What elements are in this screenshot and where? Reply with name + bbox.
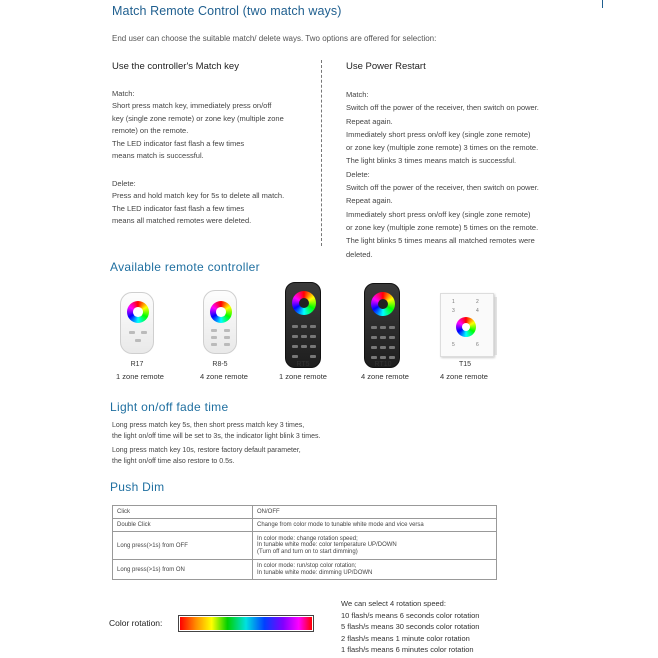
cell-line: Change from color mode to tunable white mode and vice versa	[257, 522, 424, 528]
remote-rt10-image	[364, 283, 400, 368]
remote-button	[292, 335, 298, 338]
color-wheel-icon	[127, 301, 149, 323]
remote-button	[224, 336, 230, 339]
text-line: Immediately short press on/off key (single zone remote)	[346, 129, 531, 139]
remote-zone-label: 4 zone remote	[361, 372, 409, 381]
page-title: Match Remote Control (two match ways)	[112, 4, 342, 18]
text-line: deleted.	[346, 249, 373, 259]
text-line: Repeat again.	[346, 196, 393, 206]
table-row	[113, 506, 497, 519]
left-delete-block	[112, 178, 284, 228]
cell-line: In tunable white mode: color temperature UP/DOWN	[257, 542, 397, 549]
panel-number: 1	[452, 299, 455, 305]
remote-button	[211, 343, 217, 346]
remote-button	[371, 326, 377, 329]
remote-zone-label: 1 zone remote	[116, 372, 164, 381]
cell-line: In color mode: change rotation speed;	[257, 535, 358, 542]
remote-r8-5-image	[203, 290, 237, 354]
remote-model-label: RT5	[296, 361, 310, 368]
text-line: Immediately short press on/off key (single zone remote)	[346, 209, 531, 219]
color-rotation-label: Color rotation:	[109, 618, 163, 628]
text-line: key (single zone remote) or zone key (multiple zone	[112, 113, 284, 123]
remote-button	[380, 326, 386, 329]
cell-line: In color mode: run/stop color rotation;	[257, 563, 357, 569]
text-line: Switch off the power of the receiver, then switch on power.	[346, 183, 539, 193]
remote-button	[224, 329, 230, 332]
push-dim-title: Push Dim	[110, 480, 165, 494]
table-cell-result	[253, 506, 497, 519]
remote-button	[380, 336, 386, 339]
color-wheel-icon	[371, 292, 395, 316]
remote-button	[310, 355, 316, 358]
panel-number: 2	[476, 299, 479, 305]
text-line: Delete:	[112, 179, 136, 188]
text-line: Repeat again.	[346, 116, 393, 126]
color-wheel-icon	[210, 301, 232, 323]
text-line: Short press match key, immediately press on/off	[112, 101, 272, 111]
remote-button	[389, 356, 395, 359]
cell-line: In tunable white mode: dimming UP/DOWN	[257, 569, 373, 576]
remote-button	[135, 339, 141, 342]
table-row	[113, 519, 497, 532]
remote-button	[211, 329, 217, 332]
remote-button	[389, 336, 395, 339]
text-line: or zone key (multiple zone remote) 5 times on the remote.	[346, 222, 539, 232]
text-line: We can select 4 rotation speed:	[341, 599, 446, 608]
text-line: 5 flash/s means 30 seconds color rotation	[341, 622, 480, 632]
text-line: Switch off the power of the receiver, then switch on power.	[346, 103, 539, 113]
remote-button	[389, 346, 395, 349]
text-line: Press and hold match key for 5s to delete all match.	[112, 191, 285, 201]
text-line: 1 flash/s means 6 minutes color rotation	[341, 645, 474, 655]
column-divider	[321, 60, 322, 246]
remote-button	[129, 331, 135, 334]
remote-model-label: R17	[130, 361, 144, 368]
remote-model-label: RT10	[374, 361, 392, 368]
panel-number: 6	[476, 342, 479, 348]
table-cell-action: Long press(>1s) from ON	[113, 560, 253, 580]
remote-button	[380, 356, 386, 359]
text-line: remote) on the remote.	[112, 126, 189, 136]
text-line: 10 flash/s means 6 seconds color rotation	[341, 610, 480, 620]
corner-marker	[602, 0, 603, 8]
remote-button	[292, 345, 298, 348]
remote-button	[292, 355, 298, 358]
cell-line: ON/OFF	[257, 509, 280, 515]
text-line: The light blinks 5 times means all matched remotes were	[346, 236, 535, 246]
table-cell-result	[253, 560, 497, 580]
remote-t15-image	[440, 293, 494, 357]
remote-model-label: T15	[458, 361, 472, 368]
remote-button	[310, 345, 316, 348]
remote-zone-label: 4 zone remote	[200, 372, 248, 381]
table-cell-result	[253, 532, 497, 560]
cell-line: (Turn off and turn on to start dimming)	[257, 548, 358, 555]
text-line: the light on/off time will be set to 3s, the indicator light blink 3 times.	[112, 433, 321, 440]
remote-button	[371, 346, 377, 349]
text-line: The LED indicator fast flash a few times	[112, 203, 245, 213]
right-text-block	[346, 88, 539, 261]
text-line: 2 flash/s means 1 minute color rotation	[341, 633, 470, 643]
panel-number: 5	[452, 342, 455, 348]
text-line: Match:	[346, 90, 369, 99]
remote-button	[371, 356, 377, 359]
table-cell-action: Long press(>1s) from OFF	[113, 532, 253, 560]
remote-button	[389, 326, 395, 329]
text-line: The light blinks 3 times means match is successful.	[346, 156, 517, 166]
color-wheel-icon	[456, 317, 476, 337]
text-line: Long press match key 5s, then short press match key 3 times,	[112, 422, 305, 429]
remote-button	[141, 331, 147, 334]
remotes-section-title: Available remote controller	[110, 260, 260, 274]
table-row	[113, 532, 497, 560]
remote-button	[310, 325, 316, 328]
panel-number: 4	[476, 308, 479, 314]
remote-button	[301, 335, 307, 338]
remote-zone-label: 1 zone remote	[279, 372, 327, 381]
table-row	[113, 560, 497, 580]
text-line: or zone key (multiple zone remote) 3 times on the remote.	[346, 143, 539, 153]
left-column-title: Use the controller's Match key	[112, 61, 239, 72]
left-match-block	[112, 88, 284, 162]
rainbow-gradient	[180, 617, 312, 630]
text-line: means match is successful.	[112, 151, 204, 161]
right-column-title: Use Power Restart	[346, 61, 426, 72]
table-cell-action: Double Click	[113, 519, 253, 532]
remote-rt5-image	[285, 282, 321, 368]
remote-zone-label: 4 zone remote	[440, 372, 488, 381]
text-line: the light on/off time also restore to 0.5s.	[112, 458, 235, 465]
fade-text-block	[112, 420, 320, 467]
push-dim-table	[112, 505, 497, 580]
remote-button	[292, 325, 298, 328]
remote-button	[380, 346, 386, 349]
text-line: Delete:	[346, 169, 370, 179]
remote-button	[310, 335, 316, 338]
remote-button	[371, 336, 377, 339]
text-line: Long press match key 10s, restore factory default parameter,	[112, 447, 301, 454]
text-line: Match:	[112, 89, 135, 98]
color-rotation-bar	[178, 615, 314, 632]
fade-section-title: Light on/off fade time	[110, 400, 229, 414]
remote-model-label: R8-5	[212, 361, 228, 368]
remote-r17-image	[120, 292, 154, 354]
color-wheel-icon	[292, 291, 316, 315]
remote-button	[211, 336, 217, 339]
rotation-speed-block	[341, 598, 479, 656]
text-line: means all matched remotes were deleted.	[112, 216, 252, 226]
table-cell-action: Click	[113, 506, 253, 519]
table-cell-result	[253, 519, 497, 532]
remote-button	[301, 325, 307, 328]
intro-text: End user can choose the suitable match/ delete ways. Two options are offered for selection:	[112, 34, 437, 43]
remote-button	[224, 343, 230, 346]
panel-number: 3	[452, 308, 455, 314]
text-line: The LED indicator fast flash a few times	[112, 138, 245, 148]
remote-button	[301, 345, 307, 348]
